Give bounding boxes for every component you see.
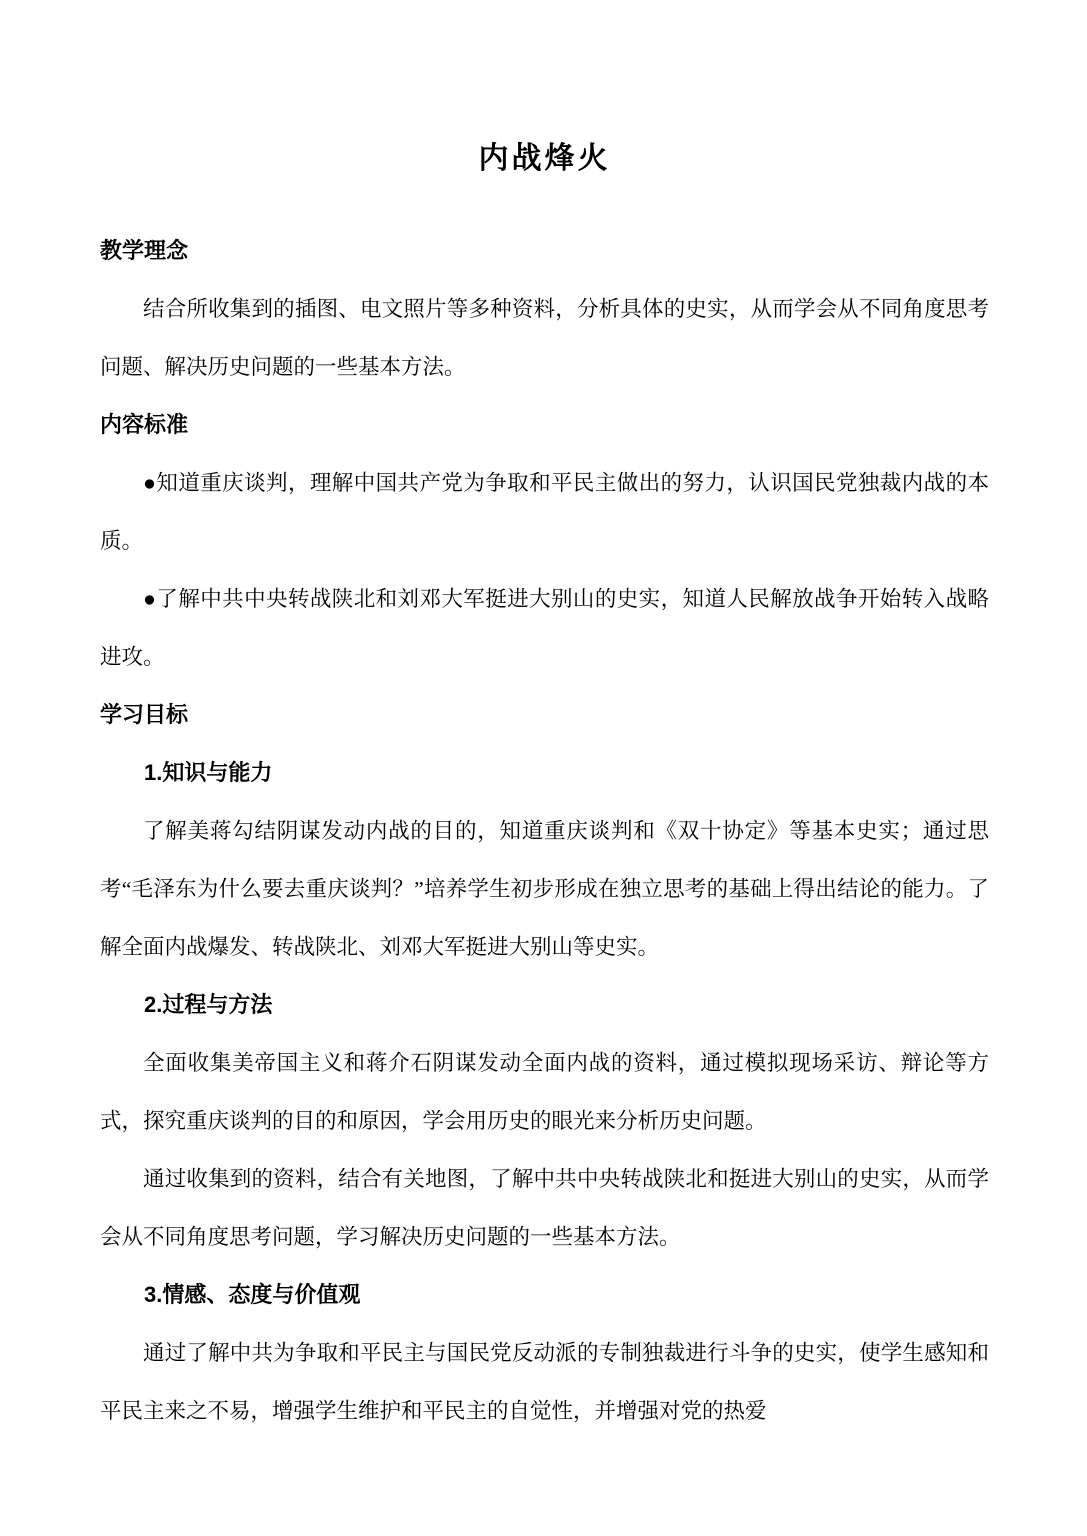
- subsection-heading-emotion-attitude-values: 3.情感、态度与价值观: [144, 1282, 361, 1307]
- bullet-icon: ●: [143, 471, 157, 495]
- bullet-item-text: 知道重庆谈判，理解中国共产党为争取和平民主做出的努力，认识国民党独裁内战的本质。: [100, 471, 989, 553]
- page-title: 内战烽火: [478, 142, 611, 175]
- subsection-heading-knowledge-ability: 1.知识与能力: [144, 760, 273, 785]
- paragraph-knowledge-ability: 了解美蒋勾结阴谋发动内战的目的，知道重庆谈判和《双十协定》等基本史实；通过思考“毛泽东为什么要去重庆谈判？”培养学生初步形成在独立思考的基础上得出结论的能力。了解全面内战爆发、转战陕北、刘邓大军挺进大别山等史实。: [100, 819, 989, 959]
- paragraph-process-method-1: 全面收集美帝国主义和蒋介石阴谋发动全面内战的资料，通过模拟现场采访、辩论等方式，探究重庆谈判的目的和原因，学会用历史的眼光来分析历史问题。: [100, 1051, 989, 1133]
- paragraph-emotion-attitude-values: 通过了解中共为争取和平民主与国民党反动派的专制独裁进行斗争的史实，使学生感知和平民主来之不易，增强学生维护和平民主的自觉性，并增强对党的热爱: [100, 1341, 989, 1423]
- section-heading-content-standards: 内容标准: [100, 412, 189, 437]
- paragraph-process-method-2: 通过收集到的资料，结合有关地图，了解中共中央转战陕北和挺进大别山的史实，从而学会从不同角度思考问题，学习解决历史问题的一些基本方法。: [100, 1167, 989, 1249]
- paragraph-teaching-philosophy: 结合所收集到的插图、电文照片等多种资料，分析具体的史实，从而学会从不同角度思考问题、解决历史问题的一些基本方法。: [100, 297, 989, 379]
- bullet-icon: ●: [143, 587, 157, 611]
- bullet-item-text: 了解中共中央转战陕北和刘邓大军挺进大别山的史实，知道人民解放战争开始转入战略进攻。: [100, 587, 989, 669]
- section-heading-learning-goals: 学习目标: [100, 702, 189, 727]
- section-heading-teaching-philosophy: 教学理念: [100, 238, 189, 263]
- bullet-item-strategic-offensive: [100, 570, 989, 686]
- bullet-item-chongqing-negotiation: [100, 454, 989, 570]
- subsection-heading-process-method: 2.过程与方法: [144, 992, 273, 1017]
